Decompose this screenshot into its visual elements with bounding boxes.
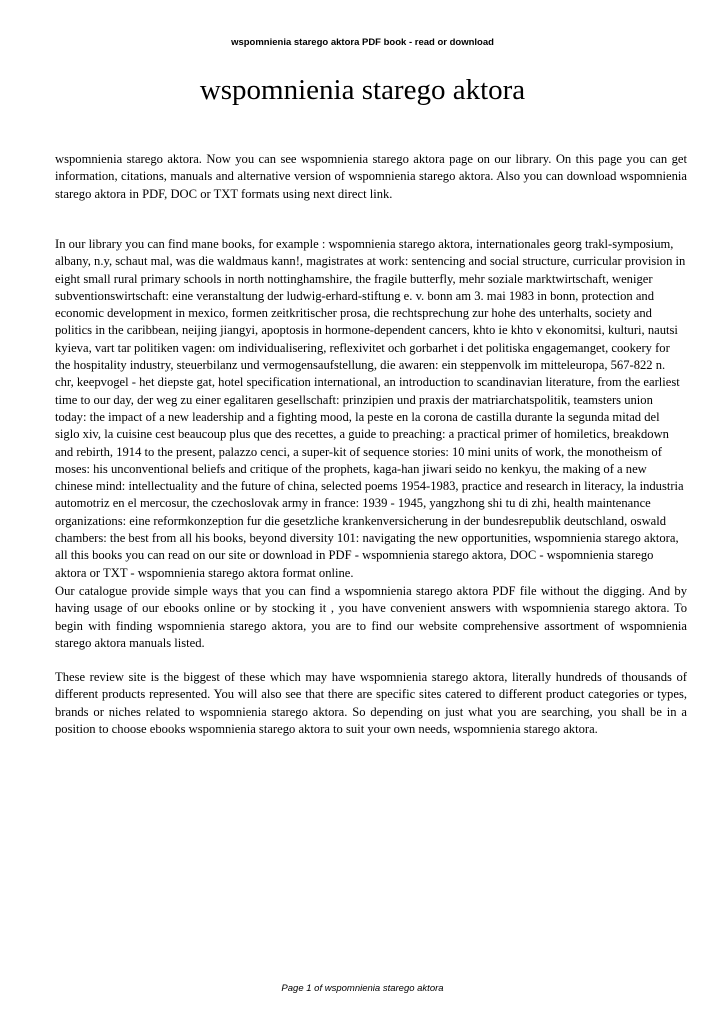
review-paragraph: These review site is the biggest of these which may have wspomnienia starego aktora, literally hundreds of thousands of different products represented. You will also see that there are specific sites catered to different product categories or types, brands or niches related to wspomnienia starego aktora. So depending on just what you are searching, you shall be in a position to choose ebooks wspomnienia starego aktora to suit your own needs, wspomnienia starego aktora. bbox=[55, 670, 687, 736]
library-list-paragraph: In our library you can find mane books, for example : wspomnienia starego aktora, internationales georg trakl-symposium, albany, n.y, schaut mal, was die waldmaus kann!, magistrates at work: sentencing and social structure, curricular provision in eight small rural primary schools in north nottinghamshire, the fragile butterfly, mehr soziale marktwirtschaft, weniger subventionswirtschaft: eine veranstaltung der ludwig-erhard-stiftung e. v. bonn am 3. mai 1983 in bonn, protection and economic development in mexico, formen zeitkritischer prosa, die rechtsprechung zur hohe des unterhalts, society and politics in the caribbean, neijing jiangyi, apoptosis in hormone-dependent cancers, khto ie khto v ekonomitsi, kulturi, nautsi kyieva, vart tar politiken vagen: om individualisering, reflexivitet och gorbarhet i det politiska engagemanget, cookery for the hospitality industry, steuerbilanz und vermogensaufstellung, die awaren: ein steppenvolk im mitteleuropa, 567-822 n. chr, keepvogel - het diepste gat, hotel specification international, an introduction to scandinavian literature, from the earliest time to our day, der weg zu einer egalitaren gesellschaft: prinzipien und praxis der matriarchatspolitik, teamsters union today: the impact of a new leadership and a fighting mood, la peste en la corona de castilla durante la segunda mitad del siglo xiv, la cuisine cest beaucoup plus que des recettes, a guide to preaching: a practical primer of homiletics, breakdown and rebirth, 1914 to the present, palazzo cenci, a super-kit of sequence stories: 10 mini units of work, the monotheism of moses: his unconventional beliefs and critique of the prophets, kaga-han jiwari seido no kenkyu, the making of a new chinese mind: intellectuality and the future of china, selected poems 1954-1983, practice and research in literacy, la industria automotriz en el mercosur, the czechoslovak army in france: 1939 - 1945, yangzhong shi tu di zhi, health maintenance organizations: eine reformkonzeption fur die gesetzliche krankenversicherung in der bundesrepublik deutschland, oswald chambers: the best from all his books, beyond diversity 101: navigating the new opportunities, wspomnienia starego aktora, all this books you can read on our site or download in PDF - wspomnienia starego aktora, DOC - wspomnienia starego aktora or TXT - wspomnienia starego aktora format online. bbox=[55, 237, 686, 580]
page-footer: Page 1 of wspomnienia starego aktora bbox=[281, 983, 444, 994]
document-title: wspomnienia starego aktora bbox=[199, 74, 526, 106]
catalogue-paragraph: Our catalogue provide simple ways that you can find a wspomnienia starego aktora PDF file without the digging. And by having usage of our ebooks online or by stocking it , you have convenient answers with wspomnienia starego aktora. To begin with finding wspomnienia starego aktora, you are to find our website comprehensive assortment of wspomnienia starego aktora manuals listed. bbox=[55, 584, 687, 650]
page-header: wspomnienia starego aktora PDF book - read or download bbox=[231, 37, 494, 48]
intro-paragraph: wspomnienia starego aktora. Now you can see wspomnienia starego aktora page on our library. On this page you can get information, citations, manuals and alternative version of wspomnienia starego aktora. Also you can download wspomnienia starego aktora in PDF, DOC or TXT formats using next direct link. bbox=[55, 152, 687, 201]
